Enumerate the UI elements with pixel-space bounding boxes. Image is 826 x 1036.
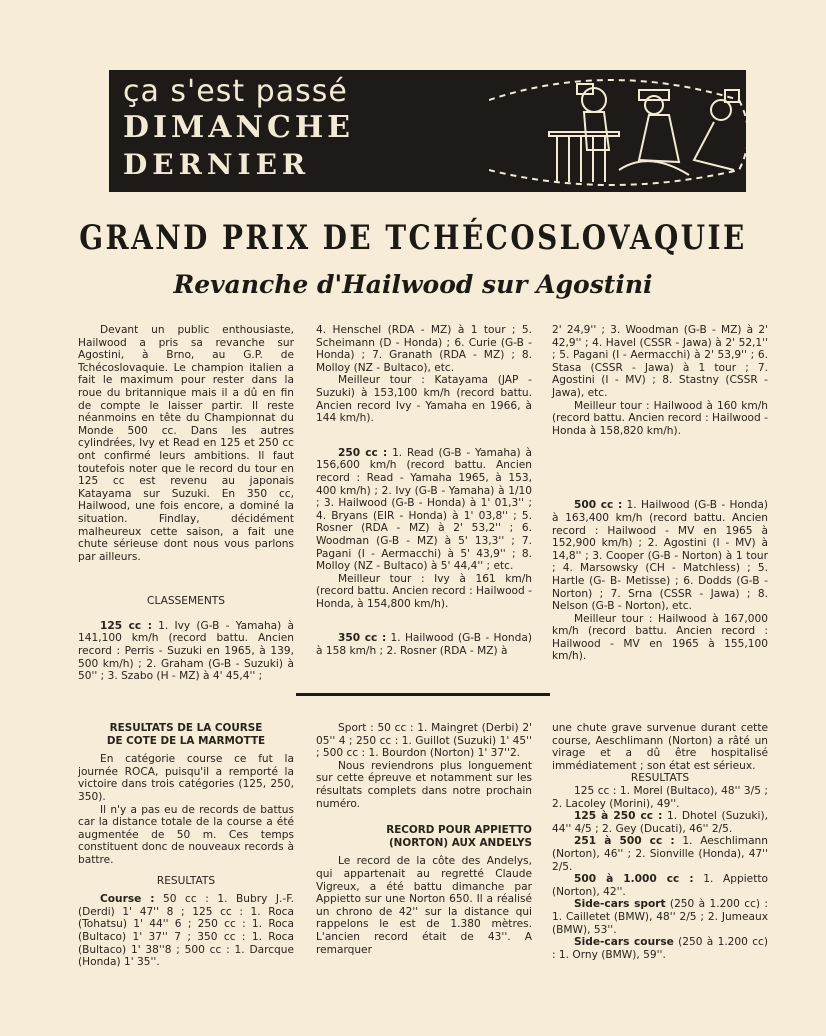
- andelys-sidecars-course: [552, 936, 768, 961]
- result-125cc-cont: 4. Henschel (RDA - MZ) à 1 tour ; 5. Scheimann (D - Honda) ; 6. Curie (G-B - Honda) ; 7. Granath (RDA - MZ) ; 8. Molloy (NZ - Bultaco), etc.: [316, 324, 532, 374]
- andelys-paragraph-1: Le record de la côte des Andelys, qui appartenait au regretté Claude Vigreux, a été battu dimanche par Appietto sur une Norton 650. Il a réalisé un chrono de 42'' sur la distance qui rappelons le est de 1.380 mètres. L'ancien record était de 43''. A remarquer: [316, 855, 532, 956]
- course-text: 50 cc : 1. Bubry J.-F. (Derdi) 1' 47'' 8 ; 125 cc : 1. Roca (Tohatsu) 1' 44'' 6 ; 250 cc : 1. Roca (Bultaco) 1' 37'' 7 ; 350 cc : 1. Roca (Bultaco) 1' 38''8 ; 500 cc : 1. Darcque (Honda) 1' 35''.: [78, 893, 295, 969]
- text-125cc: 1. Ivy (G-B - Yamaha) à 141,100 km/h (record battu. Ancien record : Perris - Suzuki en 1965, à 139, 500 km/h) ; 2. Graham (G-B - Suzuki) à 50'' ; 3. Szabo (H - MZ) à 4' 45,4'' ;: [78, 619, 294, 683]
- record-500cc: Meilleur tour : Hailwood à 167,000 km/h (record battu. Ancien record : Hailwood - MV en 1965 à 155,100 km/h).: [552, 612, 768, 663]
- label-125-250: 125 à 250 cc :: [574, 810, 663, 823]
- andelys-heading-1: RECORD POUR APPIETTO: [386, 824, 532, 837]
- label-500-1000: 500 à 1.000 cc :: [574, 873, 694, 886]
- result-350cc-cont: 2' 24,9'' ; 3. Woodman (G-B - MZ) à 2' 42,9'' ; 4. Havel (CSSR - Jawa) à 2' 52,1'' ; 5. Pagani (I - Aermacchi) à 2' 53,9'' ; 6. Stasa (CSSR - Jawa) à 1 tour ; 7. Agostini (I - MV) ; 8. Stastny (CSSR - Jawa), etc.: [552, 324, 768, 399]
- label-125cc: 125 cc :: [100, 619, 152, 632]
- marmotte-course-results: [78, 893, 294, 969]
- course-label: Course :: [100, 893, 155, 906]
- text-350cc: 1. Hailwood (G-B - Honda) à 158 km/h ; 2. Rosner (RDA - MZ) à: [316, 632, 532, 658]
- andelys-column: [552, 722, 768, 961]
- text-500-1000: 1. Appietto (Norton), 42''.: [552, 873, 768, 898]
- classements-heading: CLASSEMENTS: [147, 595, 225, 608]
- banner-line-2: DIMANCHE: [123, 110, 355, 145]
- article-title: GRAND PRIX DE TCHÉCOSLOVAQUIE: [79, 218, 747, 258]
- banner-line-1: ça s'est passé: [123, 74, 348, 109]
- marmotte-paragraph-1: En catégorie course ce fut la journée ROCA, puisqu'il a remporté la victoire dans trois catégories (125, 250, 350).: [78, 753, 294, 803]
- text-125-250: 1. Dhotel (Suzuki), 44'' 4/5 ; 2. Gey (Ducati), 46'' 2/5.: [552, 810, 768, 835]
- andelys-result-125-250: [552, 810, 768, 835]
- marmotte-paragraph-2: Il n'y a pas eu de records de battus car la distance totale de la course a été augmentée de 50 m. Ces temps constituent donc de nouveaux records à battre.: [78, 803, 294, 866]
- andelys-heading-2: (NORTON) AUX ANDELYS: [388, 836, 532, 849]
- result-500cc: [552, 499, 768, 612]
- text-sidecars-sport: (250 à 1.200 cc) : 1. Cailletet (BMW), 48'' 2/5 ; 2. Jumeaux (BMW), 53''.: [552, 898, 768, 936]
- text-250cc: 1. Read (G-B - Yamaha) à 156,600 km/h (record battu. Ancien record : Read - Yamaha 1965, à 153, 400 km/h) ; 2. Ivy (G-B - Yamaha) à 1/10 ; 3. Hailwood (G-B - Honda) à 1' 01,3'' ; 4. Bryans (EIR - Honda) à 1' 03,8'' ; 5. Rosner (RDA - MZ) à 2' 53,2'' ; 6. Woodman (G-B - MZ) à 5' 13,3'' ; 7. Pagani (I - Aermacchi) à 5' 43,9'' ; 8. Molloy (NZ - Bultaco) à 5' 44,4'' ; etc.: [316, 446, 532, 573]
- header-banner: [109, 70, 746, 192]
- article-column-1: [78, 324, 294, 683]
- marmotte-column: [78, 722, 294, 969]
- result-125cc: [78, 620, 294, 683]
- marmotte-heading-2: DE COTE DE LA MARMOTTE: [106, 734, 266, 747]
- label-350cc: 350 cc :: [338, 632, 387, 645]
- record-350cc: Meilleur tour : Hailwood à 160 km/h (record battu. Ancien record : Hailwood - Honda à 158,820 km/h).: [552, 399, 768, 437]
- result-350cc: [316, 632, 532, 657]
- label-sidecars-sport: Side-cars sport: [574, 898, 666, 911]
- section-divider: [296, 693, 550, 696]
- article-column-3: [552, 324, 768, 663]
- marmotte-paragraph-3: Nous reviendrons plus longuement sur cette épreuve et notamment sur les résultats complets dans notre prochain numéro.: [316, 759, 532, 810]
- marmotte-heading-1: RESULTATS DE LA COURSE: [109, 722, 263, 734]
- article-subtitle: Revanche d'Hailwood sur Agostini: [173, 270, 653, 299]
- text-251-500: 1. Aeschlimann (Norton), 46'' ; 2. Sionville (Honda), 47'' 2/5.: [552, 835, 768, 873]
- label-251-500: 251 à 500 cc :: [574, 835, 675, 848]
- andelys-result-251-500: [552, 835, 768, 873]
- label-sidecars-course: Side-cars course: [574, 936, 674, 949]
- article-column-2: [316, 324, 532, 658]
- label-250cc: 250 cc :: [338, 446, 388, 459]
- marmotte-resultats-heading: RESULTATS: [156, 874, 216, 887]
- intro-paragraph: Devant un public enthousiaste, Hailwood a pris sa revanche sur Agostini, à Brno, au G.P. de Tchécoslovaquie. Le champion italien a fait le maximum pour rester dans la roue du britannique mais il a dû en fin de compte le laisser partir. Il reste néanmoins en tête du Championnat du Monde 500 cc. Dans les autres cylindrées, Ivy et Read en 125 et 250 cc ont confirmé leurs ambitions. Il faut toutefois noter que le record du tour en 125 cc est revenu au japonais Katayama sur Suzuki. En 350 cc, Hailwood, une fois encore, a dominé la situation. Findlay, décidément malheureux cette saison, a fait une chute sérieuse dont nous vous parlons par ailleurs.: [78, 324, 294, 563]
- marmotte-andelys-column: [316, 722, 532, 956]
- andelys-result-125: 125 cc : 1. Morel (Bultaco), 48'' 3/5 ; 2. Lacoley (Morini), 49''.: [552, 784, 768, 810]
- result-250cc: [316, 447, 532, 573]
- banner-line-3: DERNIER: [123, 148, 311, 181]
- andelys-sidecars-sport: [552, 898, 768, 936]
- cartoon-illustration-icon: [489, 70, 746, 192]
- andelys-result-500-1000: [552, 873, 768, 898]
- record-125cc: Meilleur tour : Katayama (JAP - Suzuki) à 153,100 km/h (record battu. Ancien record Ivy - Yamaha en 1966, à 144 km/h).: [316, 374, 532, 425]
- andelys-paragraph-2: une chute grave survenue durant cette course, Aeschlimann (Norton) a râté un virage et a dû être hospitalisé immédiatement ; son état est sérieux.: [552, 722, 768, 772]
- marmotte-sport-results: Sport : 50 cc : 1. Maingret (Derbi) 2' 05'' 4 ; 250 cc : 1. Guillot (Suzuki) 1' 45'' ; 500 cc : 1. Bourdon (Norton) 1' 37''2.: [316, 722, 532, 760]
- label-500cc: 500 cc :: [574, 499, 623, 512]
- andelys-resultats-heading: RESULTATS: [630, 772, 690, 785]
- text-sidecars-course: (250 à 1.200 cc) : 1. Orny (BMW), 59''.: [552, 936, 768, 961]
- text-500cc: 1. Hailwood (G-B - Honda) à 163,400 km/h (record battu. Ancien record : Hailwood - MV en 1965 à 152,900 km/h) ; 2. Agostini (I - MV) à 14,8'' ; 3. Cooper (G-B - Norton) à 1 tour ; 4. Marsowsky (CH - Matchless) ; 5. Hartle (G- B- Metisse) ; 6. Dodds (G-B - Norton) ; 7. Srna (CSSR - Jawa) ; 8. Nelson (G-B - Norton), etc.: [552, 499, 768, 613]
- record-250cc: Meilleur tour : Ivy à 161 km/h (record battu. Ancien record : Hailwood - Honda, à 154,800 km/h).: [316, 572, 532, 610]
